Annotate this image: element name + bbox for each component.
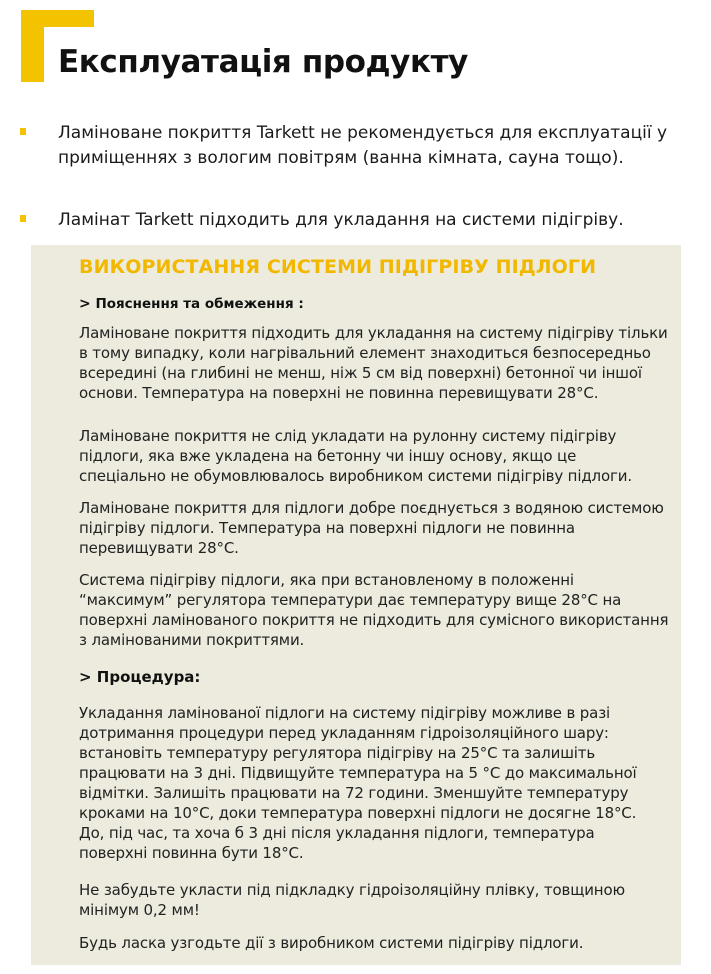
- page-title: Експлуатація продукту: [58, 44, 468, 80]
- section-heading-explanations: > Пояснення та обмеження :: [79, 296, 304, 312]
- heating-info-panel: [31, 245, 681, 965]
- section-heading-procedure: > Процедура:: [79, 668, 201, 686]
- paragraph: Укладання ламінованої підлоги на систему підігріву можливе в разі дотримання процедури перед укладанням гідроізоляційного шару: встановіть температуру регулятора підігріву на 25°C та залишіть працювати на 3 дні. Підвищуйте температура на 5 °C до максимальної відмітки. Залишіть працювати на 72 години. Зменшуйте температуру кроками на 10°C, доки температура поверхні підлоги не досягне 18°C. До, під час, та хоча б 3 дні після укладання підлоги, температура поверхні повинна бути 18°C.: [79, 704, 637, 862]
- paragraph: Ламіноване покриття підходить для укладання на систему підігріву тільки в тому випадку, коли нагрівальний елемент знаходиться безпосередньо всередині (на глибині не менш, ніж 5 см від поверхні) бетонної чи іншої основи. Температура на поверхні не повинна перевищувати 28°C.: [79, 324, 668, 402]
- chevron-right-icon: >: [79, 296, 91, 312]
- paragraph: Не забудьте укласти під підкладку гідроізоляційну плівку, товщиною мінімум 0,2 мм!: [79, 881, 625, 919]
- bullet-square-icon: [20, 128, 26, 135]
- bullet-text: Ламінат Tarkett підходить для укладання на системи підігріву.: [58, 210, 624, 230]
- panel-title: ВИКОРИСТАННЯ СИСТЕМИ ПІДІГРІВУ ПІДЛОГИ: [79, 256, 597, 278]
- bullet-item: [58, 121, 688, 171]
- bullet-text: Ламіноване покриття Tarkett не рекомендується для експлуатації у приміщеннях з вологим повітрям (ванна кімната, сауна тощо).: [58, 123, 668, 168]
- paragraph: Система підігріву підлоги, яка при встановленому в положенні “максимум” регулятора температури дає температуру вище 28°C на поверхні ламінованого покриття не підходить для сумісного використання з ламінованими покриттями.: [79, 571, 669, 649]
- paragraph: Ламіноване покриття для підлоги добре поєднується з водяною системою підігріву підлоги. Температура на поверхні підлоги не повинна перевищувати 28°C.: [79, 499, 664, 557]
- corner-accent-vertical: [21, 10, 44, 82]
- bullet-item: [58, 208, 688, 233]
- bullet-square-icon: [20, 215, 26, 222]
- paragraph: Будь ласка узгодьте дії з виробником системи підігріву підлоги.: [79, 934, 584, 952]
- paragraph: Ламіноване покриття не слід укладати на рулонну систему підігріву підлоги, яка вже укладена на бетонну чи іншу основу, якщо це спеціально не обумовлювалось виробником системи підігріву підлоги.: [79, 427, 632, 485]
